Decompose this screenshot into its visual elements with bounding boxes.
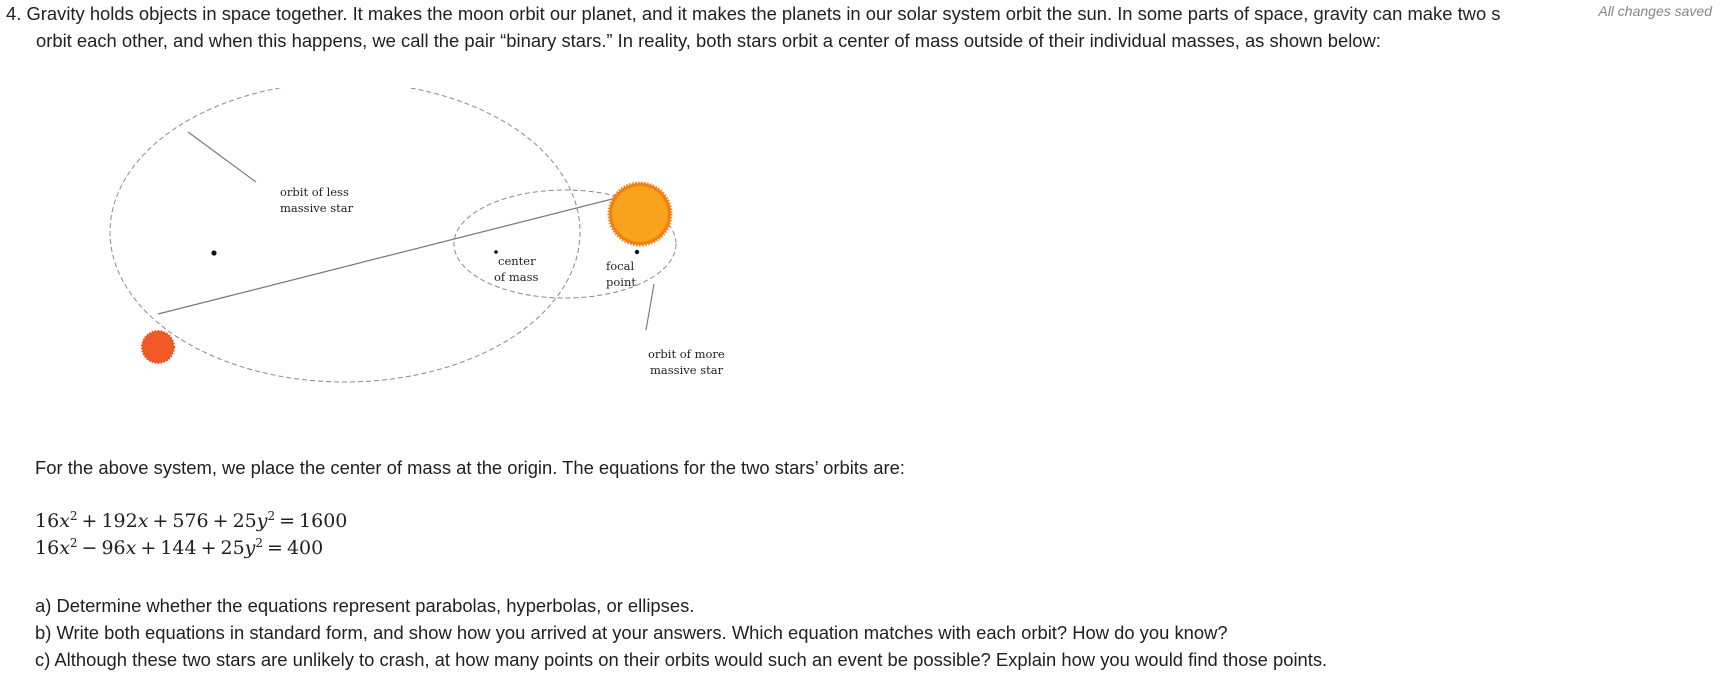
label-less-orbit-2: massive star bbox=[280, 201, 354, 215]
eq2-exp-2: 2 bbox=[255, 536, 264, 550]
pointer-more-orbit bbox=[646, 284, 654, 330]
eq2-rhs: 400 bbox=[286, 537, 324, 559]
eq1-rhs: 1600 bbox=[299, 510, 348, 532]
eq1-var-x2: x bbox=[137, 510, 149, 532]
eq2-op-2: + bbox=[140, 537, 157, 559]
part-a: a) Determine whether the equations represent parabolas, hyperbolas, or ellipses. bbox=[35, 595, 695, 616]
eq1-op-1: + bbox=[81, 510, 98, 532]
eq1-coef-b: 192 bbox=[101, 510, 138, 532]
eq1-equals: = bbox=[279, 510, 296, 532]
question-text bbox=[6, 0, 1581, 54]
intro-paragraph: For the above system, we place the center of mass at the origin. The equations for the two stars’ orbits are: bbox=[35, 457, 905, 478]
small-star-core bbox=[144, 333, 172, 361]
save-status: All changes saved bbox=[1590, 1, 1712, 21]
eq2-coef-d: 25 bbox=[220, 537, 245, 559]
eq1-op-3: + bbox=[212, 510, 229, 532]
part-b: b) Write both equations in standard form, and show how you arrived at your answers. Which equation matches with each orbit? How do you know? bbox=[35, 622, 1228, 643]
question-line-1 bbox=[6, 0, 1581, 27]
label-less-orbit-1: orbit of less bbox=[280, 185, 349, 199]
eq1-coef-a: 16 bbox=[35, 510, 60, 532]
eq2-var-x: x bbox=[59, 537, 70, 559]
eq1-op-2: + bbox=[152, 510, 169, 532]
diagram-svg bbox=[100, 88, 740, 418]
label-focal-1: focal bbox=[606, 259, 635, 273]
eq1-var-y: y bbox=[256, 510, 268, 532]
eq2-exp-1: 2 bbox=[69, 536, 78, 550]
label-more-orbit-1: orbit of more bbox=[648, 347, 725, 361]
binary-star-diagram bbox=[100, 88, 740, 418]
eq2-op-1: − bbox=[81, 537, 98, 559]
question-line-1-text: Gravity holds objects in space together. It makes the moon orbit our planet, and it makes the planets in our solar system orbit the sun. In some parts of space, gravity can make two s bbox=[26, 3, 1501, 24]
eq2-var-x2: x bbox=[125, 537, 137, 559]
eq1-exp-2: 2 bbox=[267, 509, 276, 523]
large-star bbox=[609, 183, 671, 245]
label-more-orbit-2: massive star bbox=[650, 363, 724, 377]
eq1-exp-1: 2 bbox=[69, 509, 78, 523]
label-center-1: center bbox=[498, 254, 536, 268]
eq2-var-y: y bbox=[244, 537, 256, 559]
question-line-2: orbit each other, and when this happens, we call the pair “binary stars.” In reality, both stars orbit a center of mass outside of their individual masses, as shown below: bbox=[36, 30, 1381, 51]
label-center-2: of mass bbox=[494, 270, 539, 284]
pointer-less-orbit bbox=[188, 132, 256, 182]
large-star-core bbox=[612, 186, 668, 242]
star-connecting-line bbox=[158, 192, 640, 314]
label-focal-2: point bbox=[606, 275, 636, 289]
eq2-const-c: 144 bbox=[160, 537, 197, 559]
eq2-op-3: + bbox=[200, 537, 217, 559]
orbit-less-massive bbox=[110, 88, 580, 382]
eq1-coef-d: 25 bbox=[232, 510, 257, 532]
part-c: c) Although these two stars are unlikely to crash, at how many points on their orbits would such an event be possible? Explain how you would find those points. bbox=[35, 649, 1328, 670]
question-number: 4. bbox=[6, 3, 22, 24]
focal-dot-left bbox=[211, 250, 216, 255]
focal-dot-right bbox=[635, 250, 639, 254]
equation-1 bbox=[35, 508, 347, 535]
eq2-coef-a: 16 bbox=[35, 537, 60, 559]
eq1-const-c: 576 bbox=[172, 510, 209, 532]
eq2-coef-b: 96 bbox=[101, 537, 126, 559]
equation-2 bbox=[35, 535, 323, 562]
small-star bbox=[142, 331, 174, 363]
eq2-equals: = bbox=[267, 537, 283, 559]
eq1-var-x: x bbox=[59, 510, 70, 532]
